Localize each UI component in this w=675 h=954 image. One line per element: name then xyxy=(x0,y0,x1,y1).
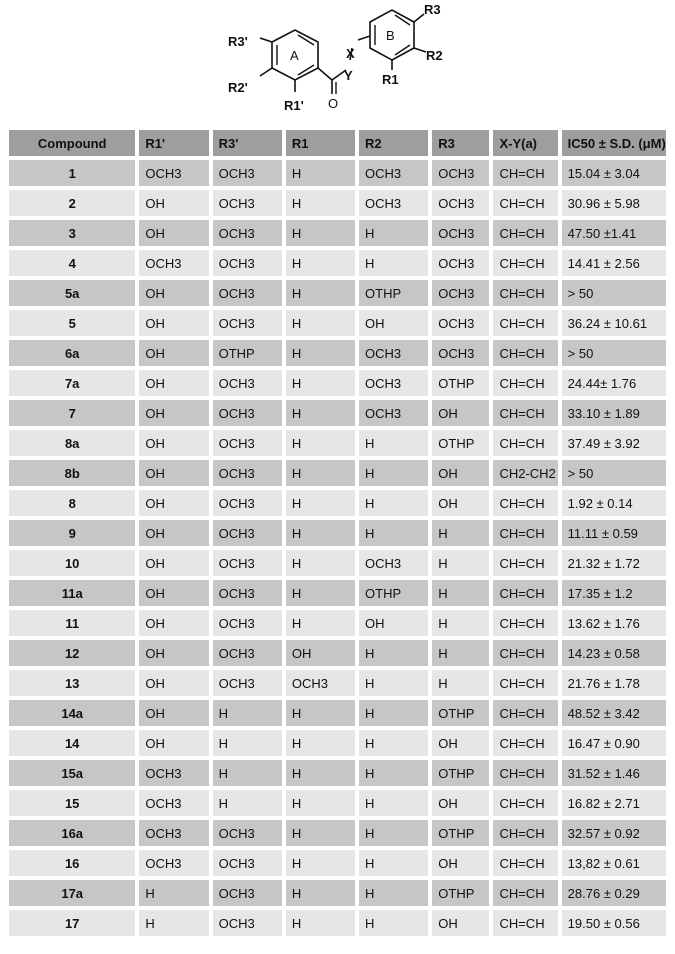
label-r1-prime: R1' xyxy=(284,98,304,113)
cell-r2: H xyxy=(359,220,428,246)
cell-x-y: CH=CH xyxy=(493,730,557,756)
cell-x-y: CH=CH xyxy=(493,700,557,726)
cell-r3: OTHP xyxy=(432,700,489,726)
cell-compound: 7a xyxy=(9,370,135,396)
cell-compound: 11a xyxy=(9,580,135,606)
cell-r3-prime: OCH3 xyxy=(213,640,282,666)
label-o: O xyxy=(328,96,339,111)
cell-x-y: CH2-CH2 xyxy=(493,460,557,486)
cell-r3: OH xyxy=(432,400,489,426)
cell-r2: OCH3 xyxy=(359,550,428,576)
cell-x-y: CH=CH xyxy=(493,280,557,306)
table-row xyxy=(9,760,666,786)
cell-r3-prime: OCH3 xyxy=(213,400,282,426)
cell-ic50: > 50 xyxy=(562,280,666,306)
cell-r3: OCH3 xyxy=(432,310,489,336)
label-r3-prime: R3' xyxy=(228,34,248,49)
cell-r1-prime: OCH3 xyxy=(139,820,208,846)
cell-ic50: 47.50 ±1.41 xyxy=(562,220,666,246)
cell-r1: H xyxy=(286,760,355,786)
chemical-structure xyxy=(220,0,460,122)
cell-r1-prime: OCH3 xyxy=(139,160,208,186)
cell-compound: 5 xyxy=(9,310,135,336)
label-x: X xyxy=(346,46,355,61)
table-row xyxy=(9,670,666,696)
cell-compound: 17 xyxy=(9,910,135,936)
cell-r2: H xyxy=(359,790,428,816)
header-r3-prime: R3' xyxy=(213,130,282,156)
cell-r3-prime: OCH3 xyxy=(213,310,282,336)
cell-r3: OTHP xyxy=(432,820,489,846)
cell-r1: H xyxy=(286,820,355,846)
cell-r3-prime: OCH3 xyxy=(213,160,282,186)
label-r2: R2 xyxy=(426,48,443,63)
cell-ic50: 33.10 ± 1.89 xyxy=(562,400,666,426)
cell-ic50: 13,82 ± 0.61 xyxy=(562,850,666,876)
cell-x-y: CH=CH xyxy=(493,760,557,786)
cell-compound: 10 xyxy=(9,550,135,576)
cell-compound: 14a xyxy=(9,700,135,726)
table-row xyxy=(9,790,666,816)
table-row xyxy=(9,340,666,366)
cell-r3-prime: H xyxy=(213,760,282,786)
cell-r1: H xyxy=(286,730,355,756)
cell-r2: OTHP xyxy=(359,280,428,306)
cell-x-y: CH=CH xyxy=(493,310,557,336)
cell-r3: OH xyxy=(432,490,489,516)
cell-r3-prime: OCH3 xyxy=(213,580,282,606)
cell-compound: 14 xyxy=(9,730,135,756)
cell-r1: H xyxy=(286,490,355,516)
cell-x-y: CH=CH xyxy=(493,550,557,576)
table-row xyxy=(9,310,666,336)
header-ic50: IC50 ± S.D. (μM) xyxy=(562,130,666,156)
cell-compound: 8 xyxy=(9,490,135,516)
cell-r1-prime: OH xyxy=(139,400,208,426)
cell-compound: 16 xyxy=(9,850,135,876)
cell-r2: H xyxy=(359,820,428,846)
cell-r2: OCH3 xyxy=(359,340,428,366)
cell-r2: H xyxy=(359,430,428,456)
table-row xyxy=(9,910,666,936)
cell-r1: H xyxy=(286,850,355,876)
table-row xyxy=(9,400,666,426)
cell-compound: 17a xyxy=(9,880,135,906)
cell-r1: H xyxy=(286,520,355,546)
cell-r1: H xyxy=(286,610,355,636)
cell-r3-prime: OCH3 xyxy=(213,880,282,906)
cell-r3: H xyxy=(432,580,489,606)
cell-compound: 6a xyxy=(9,340,135,366)
cell-r1-prime: OH xyxy=(139,310,208,336)
cell-r2: H xyxy=(359,760,428,786)
cell-r3-prime: OCH3 xyxy=(213,430,282,456)
cell-r1: H xyxy=(286,910,355,936)
cell-r3-prime: H xyxy=(213,700,282,726)
cell-compound: 1 xyxy=(9,160,135,186)
cell-r1-prime: H xyxy=(139,910,208,936)
cell-compound: 13 xyxy=(9,670,135,696)
cell-r2: H xyxy=(359,460,428,486)
table-row xyxy=(9,430,666,456)
cell-x-y: CH=CH xyxy=(493,250,557,276)
cell-x-y: CH=CH xyxy=(493,520,557,546)
cell-x-y: CH=CH xyxy=(493,670,557,696)
header-x-y: X-Y(a) xyxy=(493,130,557,156)
cell-r1-prime: H xyxy=(139,880,208,906)
cell-r3-prime: OCH3 xyxy=(213,850,282,876)
cell-x-y: CH=CH xyxy=(493,790,557,816)
cell-compound: 2 xyxy=(9,190,135,216)
cell-ic50: 19.50 ± 0.56 xyxy=(562,910,666,936)
cell-r3: OTHP xyxy=(432,760,489,786)
cell-r3-prime: OCH3 xyxy=(213,490,282,516)
cell-r3: OTHP xyxy=(432,370,489,396)
cell-compound: 15 xyxy=(9,790,135,816)
cell-r1-prime: OCH3 xyxy=(139,250,208,276)
ic50-table xyxy=(5,126,670,940)
cell-r1: H xyxy=(286,460,355,486)
cell-r3: H xyxy=(432,670,489,696)
cell-r3: H xyxy=(432,520,489,546)
cell-compound: 3 xyxy=(9,220,135,246)
cell-r3: OH xyxy=(432,460,489,486)
cell-r2: H xyxy=(359,490,428,516)
label-ring-a: A xyxy=(290,48,299,63)
cell-r2: H xyxy=(359,730,428,756)
cell-x-y: CH=CH xyxy=(493,820,557,846)
cell-ic50: > 50 xyxy=(562,460,666,486)
table-row xyxy=(9,280,666,306)
cell-r1: H xyxy=(286,580,355,606)
cell-x-y: CH=CH xyxy=(493,490,557,516)
cell-ic50: 24.44± 1.76 xyxy=(562,370,666,396)
cell-ic50: 48.52 ± 3.42 xyxy=(562,700,666,726)
cell-r1-prime: OH xyxy=(139,700,208,726)
cell-ic50: 1.92 ± 0.14 xyxy=(562,490,666,516)
cell-r3-prime: OCH3 xyxy=(213,820,282,846)
cell-r3-prime: OCH3 xyxy=(213,550,282,576)
cell-r1: H xyxy=(286,190,355,216)
table-row xyxy=(9,370,666,396)
cell-r1-prime: OH xyxy=(139,490,208,516)
table-body xyxy=(9,160,666,936)
cell-r3: OCH3 xyxy=(432,280,489,306)
cell-r3-prime: H xyxy=(213,730,282,756)
cell-r1-prime: OH xyxy=(139,340,208,366)
cell-x-y: CH=CH xyxy=(493,580,557,606)
cell-ic50: 30.96 ± 5.98 xyxy=(562,190,666,216)
cell-ic50: 14.41 ± 2.56 xyxy=(562,250,666,276)
cell-r2: H xyxy=(359,910,428,936)
cell-r3: OCH3 xyxy=(432,190,489,216)
cell-r1: H xyxy=(286,700,355,726)
cell-r1: OH xyxy=(286,640,355,666)
cell-r3: OCH3 xyxy=(432,340,489,366)
cell-r2: H xyxy=(359,250,428,276)
cell-compound: 11 xyxy=(9,610,135,636)
cell-r1: H xyxy=(286,250,355,276)
cell-r3-prime: OCH3 xyxy=(213,670,282,696)
cell-r3-prime: OCH3 xyxy=(213,460,282,486)
cell-r3-prime: OCH3 xyxy=(213,910,282,936)
cell-r2: H xyxy=(359,850,428,876)
table-row xyxy=(9,490,666,516)
table-row xyxy=(9,250,666,276)
cell-x-y: CH=CH xyxy=(493,910,557,936)
cell-ic50: 16.82 ± 2.71 xyxy=(562,790,666,816)
label-ring-b: B xyxy=(386,28,395,43)
cell-x-y: CH=CH xyxy=(493,850,557,876)
cell-r1-prime: OH xyxy=(139,460,208,486)
cell-r1: H xyxy=(286,310,355,336)
cell-r1-prime: OCH3 xyxy=(139,760,208,786)
cell-x-y: CH=CH xyxy=(493,400,557,426)
cell-compound: 7 xyxy=(9,400,135,426)
cell-r3-prime: OTHP xyxy=(213,340,282,366)
cell-ic50: 28.76 ± 0.29 xyxy=(562,880,666,906)
cell-r2: H xyxy=(359,640,428,666)
cell-ic50: 16.47 ± 0.90 xyxy=(562,730,666,756)
cell-r1: H xyxy=(286,430,355,456)
header-r2: R2 xyxy=(359,130,428,156)
cell-r3: H xyxy=(432,610,489,636)
table-row xyxy=(9,730,666,756)
cell-r3-prime: OCH3 xyxy=(213,280,282,306)
cell-r1-prime: OH xyxy=(139,550,208,576)
cell-r2: H xyxy=(359,880,428,906)
cell-compound: 8b xyxy=(9,460,135,486)
table-row xyxy=(9,220,666,246)
cell-r1: H xyxy=(286,220,355,246)
cell-ic50: 11.11 ± 0.59 xyxy=(562,520,666,546)
cell-r1-prime: OH xyxy=(139,190,208,216)
cell-r3-prime: OCH3 xyxy=(213,520,282,546)
cell-r1-prime: OH xyxy=(139,280,208,306)
cell-r3: OH xyxy=(432,910,489,936)
header-r1: R1 xyxy=(286,130,355,156)
table-row xyxy=(9,700,666,726)
cell-r1: H xyxy=(286,160,355,186)
header-r3: R3 xyxy=(432,130,489,156)
table-row xyxy=(9,550,666,576)
cell-r3-prime: OCH3 xyxy=(213,220,282,246)
cell-compound: 4 xyxy=(9,250,135,276)
cell-r3: OCH3 xyxy=(432,160,489,186)
cell-r1: H xyxy=(286,280,355,306)
cell-r3: OH xyxy=(432,730,489,756)
cell-r3: OH xyxy=(432,790,489,816)
cell-r1-prime: OH xyxy=(139,580,208,606)
cell-compound: 16a xyxy=(9,820,135,846)
cell-ic50: 14.23 ± 0.58 xyxy=(562,640,666,666)
table-row xyxy=(9,850,666,876)
cell-ic50: 13.62 ± 1.76 xyxy=(562,610,666,636)
cell-r1: H xyxy=(286,550,355,576)
table-row xyxy=(9,520,666,546)
cell-r2: OCH3 xyxy=(359,370,428,396)
cell-compound: 9 xyxy=(9,520,135,546)
cell-x-y: CH=CH xyxy=(493,220,557,246)
label-y: Y xyxy=(344,68,353,83)
label-r2-prime: R2' xyxy=(228,80,248,95)
cell-r1-prime: OH xyxy=(139,640,208,666)
cell-r1: H xyxy=(286,370,355,396)
table-row xyxy=(9,820,666,846)
cell-compound: 5a xyxy=(9,280,135,306)
cell-x-y: CH=CH xyxy=(493,370,557,396)
table-row xyxy=(9,640,666,666)
cell-ic50: 17.35 ± 1.2 xyxy=(562,580,666,606)
cell-r2: OCH3 xyxy=(359,400,428,426)
cell-x-y: CH=CH xyxy=(493,880,557,906)
cell-compound: 12 xyxy=(9,640,135,666)
cell-ic50: 15.04 ± 3.04 xyxy=(562,160,666,186)
cell-r1: H xyxy=(286,340,355,366)
cell-r2: H xyxy=(359,700,428,726)
cell-ic50: > 50 xyxy=(562,340,666,366)
cell-r2: OH xyxy=(359,610,428,636)
cell-r1-prime: OH xyxy=(139,520,208,546)
table-row xyxy=(9,160,666,186)
cell-x-y: CH=CH xyxy=(493,190,557,216)
label-r3: R3 xyxy=(424,2,441,17)
cell-r3: H xyxy=(432,640,489,666)
cell-r2: OH xyxy=(359,310,428,336)
cell-r1-prime: OH xyxy=(139,370,208,396)
cell-r1: H xyxy=(286,790,355,816)
cell-r3: H xyxy=(432,550,489,576)
table-row xyxy=(9,610,666,636)
table-row xyxy=(9,190,666,216)
cell-r2: OCH3 xyxy=(359,160,428,186)
cell-x-y: CH=CH xyxy=(493,640,557,666)
cell-ic50: 32.57 ± 0.92 xyxy=(562,820,666,846)
label-r1: R1 xyxy=(382,72,399,87)
header-r1-prime: R1' xyxy=(139,130,208,156)
cell-r1-prime: OH xyxy=(139,430,208,456)
cell-ic50: 36.24 ± 10.61 xyxy=(562,310,666,336)
cell-compound: 15a xyxy=(9,760,135,786)
cell-ic50: 31.52 ± 1.46 xyxy=(562,760,666,786)
cell-r3-prime: OCH3 xyxy=(213,370,282,396)
cell-ic50: 37.49 ± 3.92 xyxy=(562,430,666,456)
cell-r3: OH xyxy=(432,850,489,876)
table-header-row xyxy=(9,130,666,156)
table-row xyxy=(9,880,666,906)
cell-x-y: CH=CH xyxy=(493,160,557,186)
cell-r1-prime: OH xyxy=(139,670,208,696)
cell-r3: OTHP xyxy=(432,880,489,906)
cell-ic50: 21.76 ± 1.78 xyxy=(562,670,666,696)
cell-r2: H xyxy=(359,520,428,546)
cell-compound: 8a xyxy=(9,430,135,456)
cell-x-y: CH=CH xyxy=(493,340,557,366)
cell-r2: OCH3 xyxy=(359,190,428,216)
header-compound: Compound xyxy=(9,130,135,156)
cell-r1-prime: OH xyxy=(139,220,208,246)
cell-x-y: CH=CH xyxy=(493,430,557,456)
cell-r3-prime: OCH3 xyxy=(213,190,282,216)
cell-r3: OCH3 xyxy=(432,220,489,246)
cell-r1: H xyxy=(286,880,355,906)
cell-r1: H xyxy=(286,400,355,426)
cell-x-y: CH=CH xyxy=(493,610,557,636)
cell-r1-prime: OCH3 xyxy=(139,790,208,816)
cell-ic50: 21.32 ± 1.72 xyxy=(562,550,666,576)
cell-r3-prime: OCH3 xyxy=(213,610,282,636)
cell-r1-prime: OCH3 xyxy=(139,850,208,876)
cell-r1: OCH3 xyxy=(286,670,355,696)
cell-r3-prime: OCH3 xyxy=(213,250,282,276)
cell-r2: OTHP xyxy=(359,580,428,606)
table-row xyxy=(9,460,666,486)
cell-r1-prime: OH xyxy=(139,730,208,756)
table-row xyxy=(9,580,666,606)
cell-r2: H xyxy=(359,670,428,696)
cell-r1-prime: OH xyxy=(139,610,208,636)
cell-r3: OTHP xyxy=(432,430,489,456)
cell-r3-prime: H xyxy=(213,790,282,816)
cell-r3: OCH3 xyxy=(432,250,489,276)
